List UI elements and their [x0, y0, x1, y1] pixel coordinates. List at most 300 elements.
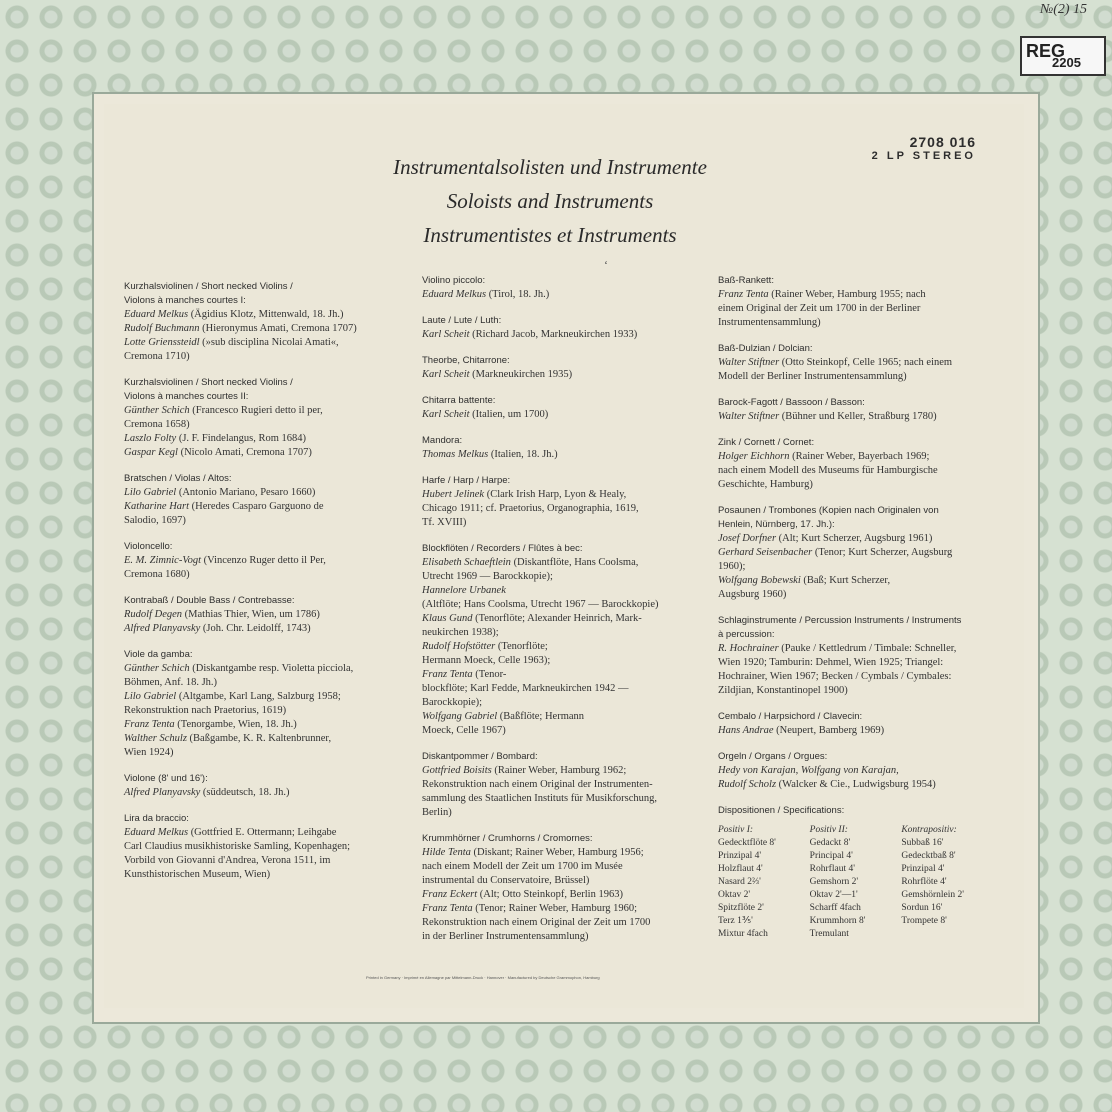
- credit-line: [422, 888, 697, 902]
- credit-section: [422, 832, 697, 944]
- credit-line: [422, 408, 697, 422]
- credit-line: [422, 448, 697, 462]
- credit-line: [718, 546, 993, 560]
- instrument-detail: Salodio, 1697): [124, 515, 186, 526]
- performer-name: Gaspar Kegl: [124, 447, 178, 458]
- credit-line: [124, 404, 394, 418]
- performer-name: Gottfried Boisits: [422, 765, 492, 776]
- performer-name: Franz Tenta: [422, 669, 473, 680]
- credit-line: [422, 764, 697, 778]
- instrument-detail: Wien 1920; Tamburin: Dehmel, Wien 1925; Triangel:: [718, 657, 944, 668]
- credit-section: [124, 472, 394, 528]
- instrument-detail: Cremona 1710): [124, 351, 190, 362]
- catalog-block: [872, 134, 976, 162]
- credit-line: [422, 902, 697, 916]
- credit-section: [422, 750, 697, 820]
- instrument-detail: nach einem Modell des Museums für Hamburgische: [718, 465, 938, 476]
- instrument-detail: Augsburg 1960): [718, 589, 787, 600]
- credit-line: [422, 368, 697, 382]
- section-heading: Harfe / Harp / Harpe:: [422, 475, 511, 486]
- section-heading: Violons à manches courtes II:: [124, 391, 249, 402]
- credit-section: [124, 648, 394, 760]
- credit-line: [124, 622, 394, 636]
- performer-name: Rudolf Degen: [124, 609, 183, 620]
- disp-stop: Prinzipal 4': [901, 864, 945, 874]
- credit-line: [718, 656, 993, 670]
- instrument-detail: instrumental du Conservatoire, Brüssel): [422, 875, 590, 886]
- performer-name: Wolfgang Bobewski: [718, 575, 801, 586]
- section-heading: à percussion:: [718, 629, 775, 640]
- performer-name: Hans Andrae: [718, 725, 774, 736]
- credit-line: [422, 846, 697, 860]
- instrument-detail: nach einem Modell der Zeit um 1700 im Musée: [422, 861, 623, 872]
- credit-line: [718, 464, 993, 478]
- performer-name: Lilo Gabriel: [124, 487, 177, 498]
- instrument-detail: (Clark Irish Harp, Lyon & Healy,: [484, 489, 627, 500]
- credit-line: [422, 778, 697, 792]
- credit-line: [422, 874, 697, 888]
- instrument-detail: (Joh. Chr. Leidolff, 1743): [200, 623, 311, 634]
- instrument-detail: (Rainer Weber, Hamburg 1955; nach: [768, 289, 926, 300]
- performer-name: E. M. Zimnic-Vogt: [124, 555, 201, 566]
- credit-line: [718, 478, 993, 492]
- credit-section: [124, 812, 394, 882]
- instrument-detail: Tf. XVIII): [422, 517, 467, 528]
- instrument-detail: (Altflöte; Hans Coolsma, Utrecht 1967 — Barockkopie): [422, 599, 659, 610]
- credit-line: [422, 724, 697, 738]
- footer-imprint: Printed in Germany · Imprimé en Allemagne par Mittelmann-Druck · Hannover · Manufactured by Deutsche Grammophon, Hamburg: [366, 975, 600, 980]
- instrument-detail: (Richard Jacob, Markneukirchen 1933): [469, 329, 638, 340]
- section-heading: Posaunen / Trombones (Kopien nach Originalen von: [718, 505, 939, 516]
- credit-line: [124, 308, 394, 322]
- disp-stop: Mixtur 4fach: [718, 929, 768, 939]
- credit-line: [718, 302, 993, 316]
- instrument-detail: (Markneukirchen 1935): [469, 369, 573, 380]
- credit-line: [422, 916, 697, 930]
- instrument-detail: (Bühner und Keller, Straßburg 1780): [779, 411, 937, 422]
- credit-section: [124, 540, 394, 582]
- performer-name: Laszlo Folty: [124, 433, 177, 444]
- instrument-detail: (Baßflöte; Hermann: [497, 711, 585, 722]
- performer-name: Rudolf Buchmann: [124, 323, 200, 334]
- instrument-detail: Cremona 1658): [124, 419, 190, 430]
- credit-section: [718, 342, 993, 384]
- title-en: Soloists and Instruments: [446, 189, 654, 213]
- section-heading: Kurzhalsviolinen / Short necked Violins /: [124, 281, 293, 292]
- instrument-detail: (Tenor-: [472, 669, 507, 680]
- section-heading: Theorbe, Chitarrone:: [422, 355, 510, 366]
- credit-line: [124, 826, 394, 840]
- catalog-format: 2 LP STEREO: [871, 150, 976, 162]
- instrument-detail: (süddeutsch, 18. Jh.): [200, 787, 290, 798]
- instrument-detail: (Ägidius Klotz, Mittenwald, 18. Jh.): [188, 309, 344, 320]
- instrument-detail: Barockkopie);: [422, 697, 483, 708]
- disp-stop: Principal 4': [809, 851, 853, 861]
- performer-name: Eduard Melkus: [124, 827, 189, 838]
- performer-name: Alfred Planyavsky: [124, 787, 201, 798]
- credit-line: [422, 668, 697, 682]
- credit-line: [422, 502, 697, 516]
- performer-name: Franz Tenta: [124, 719, 175, 730]
- credit-line: [124, 690, 394, 704]
- instrument-detail: (Mathias Thier, Wien, um 1786): [182, 609, 320, 620]
- instrument-detail: (Gottfried E. Ottermann; Leihgabe: [188, 827, 337, 838]
- section-heading: Kontrabaß / Double Bass / Contrebasse:: [124, 595, 295, 606]
- disp-stop: Tremulant: [809, 929, 849, 939]
- section-heading: Baß-Dulzian / Dolcian:: [718, 343, 813, 354]
- credit-line: [124, 676, 394, 690]
- disp-stop: Subbaß 16': [901, 838, 944, 848]
- instrument-detail: 1960);: [718, 561, 746, 572]
- instrument-detail: in der Berliner Instrumentensammlung): [422, 931, 589, 942]
- credit-section: [124, 772, 394, 800]
- credit-line: [422, 570, 697, 584]
- credit-line: [718, 574, 993, 588]
- credit-section: [718, 274, 993, 330]
- section-heading: Violons à manches courtes I:: [124, 295, 246, 306]
- instrument-detail: (Tenorflöte;: [495, 641, 548, 652]
- instrument-detail: Berlin): [422, 807, 452, 818]
- credit-line: [718, 370, 993, 384]
- instrument-detail: Böhmen, Anf. 18. Jh.): [124, 677, 218, 688]
- instrument-detail: Modell der Berliner Instrumentensammlung): [718, 371, 907, 382]
- credit-line: [718, 356, 993, 370]
- section-heading: Henlein, Nürnberg, 17. Jh.):: [718, 519, 835, 530]
- performer-name: Franz Tenta: [718, 289, 769, 300]
- performer-name: Rudolf Hofstötter: [422, 641, 496, 652]
- instrument-detail: (Walcker & Cie., Ludwigsburg 1954): [776, 779, 936, 790]
- disp-stop: Gemshorn 2': [809, 877, 859, 887]
- credit-section: [422, 314, 697, 342]
- instrument-detail: (Altgambe, Karl Lang, Salzburg 1958;: [176, 691, 341, 702]
- instrument-detail: (Tenorflöte; Alexander Heinrich, Mark-: [472, 613, 642, 624]
- disp-stop: Prinzipal 4': [718, 851, 762, 861]
- credit-section: [124, 376, 394, 460]
- section-heading: Diskantpommer / Bombard:: [422, 751, 538, 762]
- section-heading: Violino piccolo:: [422, 275, 486, 286]
- column-3: [718, 274, 993, 941]
- credit-line: [718, 450, 993, 464]
- disp-column-title: Positiv II:: [809, 825, 848, 835]
- credit-line: [422, 626, 697, 640]
- disp-stop: Gedecktflöte 8': [718, 838, 776, 848]
- section-heading: Laute / Lute / Luth:: [422, 315, 502, 326]
- performer-name: Hannelore Urbanek: [422, 585, 506, 596]
- credit-line: [124, 336, 394, 350]
- performer-name: Hilde Tenta: [422, 847, 471, 858]
- instrument-detail: blockflöte; Karl Fedde, Markneukirchen 1942 —: [422, 683, 629, 694]
- performer-name: Günther Schich: [124, 663, 190, 674]
- section-heading: Viole da gamba:: [124, 649, 193, 660]
- reg-sticker: [1020, 36, 1106, 76]
- performer-name: Lilo Gabriel: [124, 691, 177, 702]
- credit-line: [124, 840, 394, 854]
- credit-line: [718, 764, 993, 778]
- performer-name: Franz Eckert: [422, 889, 478, 900]
- reg-label: REG: [1026, 41, 1066, 61]
- credit-line: [422, 640, 697, 654]
- credit-line: [124, 786, 394, 800]
- credit-section: [422, 474, 697, 530]
- credit-line: [124, 568, 394, 582]
- instrument-detail: Chicago 1911; cf. Praetorius, Organographia, 1619,: [422, 503, 639, 514]
- performer-name: Elisabeth Schaeftlein: [422, 557, 511, 568]
- section-heading: Blockflöten / Recorders / Flûtes à bec:: [422, 543, 583, 554]
- instrument-detail: (Rainer Weber, Bayerbach 1969;: [789, 451, 930, 462]
- section-heading: Orgeln / Organs / Orgues:: [718, 751, 828, 762]
- credit-line: [422, 806, 697, 820]
- instrument-detail: (Alt; Otto Steinkopf, Berlin 1963): [477, 889, 623, 900]
- instrument-detail: (Italien, um 1700): [469, 409, 549, 420]
- credit-line: [718, 670, 993, 684]
- instrument-detail: (Francesco Rugieri detto il per,: [189, 405, 323, 416]
- instrument-detail: Zildjian, Konstantinopel 1900): [718, 685, 848, 696]
- disp-stop: Sordun 16': [901, 903, 943, 913]
- credit-line: [422, 556, 697, 570]
- credit-section: [718, 710, 993, 738]
- disp-stop: Terz 1⅗': [718, 916, 753, 926]
- credit-line: [422, 792, 697, 806]
- reg-number: 2205: [1052, 55, 1081, 70]
- instrument-detail: (Antonio Mariano, Pesaro 1660): [176, 487, 316, 498]
- credit-line: [124, 732, 394, 746]
- credit-line: [124, 500, 394, 514]
- credit-line: [124, 322, 394, 336]
- instrument-detail: Kunsthistorischen Museum, Wien): [124, 869, 271, 880]
- instrument-detail: Cremona 1680): [124, 569, 190, 580]
- section-heading: Zink / Cornett / Cornet:: [718, 437, 815, 448]
- credit-line: [124, 486, 394, 500]
- credit-line: [718, 316, 993, 330]
- disp-stop: Holzflaut 4': [718, 864, 763, 874]
- performer-name: Gerhard Seisenbacher: [718, 547, 813, 558]
- disp-stop: Trompete 8': [901, 916, 947, 926]
- instrument-detail: neukirchen 1938);: [422, 627, 499, 638]
- section-heading: Bratschen / Violas / Altos:: [124, 473, 232, 484]
- performer-name: Walter Stiftner: [718, 411, 780, 422]
- disp-stop: Krummhorn 8': [809, 916, 866, 926]
- column-3-sections: [718, 274, 993, 792]
- disp-column-title: Positiv I:: [718, 825, 754, 835]
- credit-section: [718, 504, 993, 602]
- section-heading: Violoncello:: [124, 541, 173, 552]
- handwritten-note: №(2) 15: [1040, 2, 1088, 17]
- disp-column-title: Kontrapositiv:: [901, 825, 957, 835]
- instrument-detail: (Diskantgambe resp. Violetta picciola,: [189, 663, 354, 674]
- performer-name: Lotte Grienssteidl: [124, 337, 200, 348]
- credit-line: [124, 446, 394, 460]
- instrument-detail: Instrumentensammlung): [718, 317, 821, 328]
- disp-stop: Rohrflöte 4': [901, 877, 947, 887]
- section-heading: Kurzhalsviolinen / Short necked Violins /: [124, 377, 293, 388]
- instrument-detail: (Italien, 18. Jh.): [488, 449, 558, 460]
- performer-name: Alfred Planyavsky: [124, 623, 201, 634]
- credit-section: [124, 594, 394, 636]
- instrument-detail: (Vincenzo Ruger detto il Per,: [201, 555, 326, 566]
- credit-section: [718, 396, 993, 424]
- disp-col-positiv-1: [718, 824, 810, 941]
- performer-name: Wolfgang Gabriel: [422, 711, 498, 722]
- instrument-detail: (Tirol, 18. Jh.): [486, 289, 550, 300]
- section-heading: Schlaginstrumente / Percussion Instruments / Instruments: [718, 615, 962, 626]
- credit-line: [422, 860, 697, 874]
- credit-line: [124, 418, 394, 432]
- instrument-detail: (Neupert, Bamberg 1969): [773, 725, 885, 736]
- credit-line: [718, 724, 993, 738]
- credit-line: [124, 554, 394, 568]
- dispositions-title: Dispositionen / Specifications:: [718, 805, 845, 816]
- stray-mark: ʻ: [604, 258, 608, 272]
- section-heading: Mandora:: [422, 435, 463, 446]
- credit-line: [124, 718, 394, 732]
- performer-name: Rudolf Scholz: [718, 779, 777, 790]
- credit-line: [124, 608, 394, 622]
- credit-line: [124, 704, 394, 718]
- credit-line: [124, 854, 394, 868]
- dispositions-table: [718, 824, 993, 941]
- instrument-detail: Wien 1924): [124, 747, 174, 758]
- credit-line: [718, 778, 993, 792]
- credit-line: [124, 350, 394, 364]
- section-heading: Barock-Fagott / Bassoon / Basson:: [718, 397, 865, 408]
- credit-line: [124, 432, 394, 446]
- credit-section: [422, 542, 697, 738]
- section-heading: Baß-Rankett:: [718, 275, 774, 286]
- credit-line: [422, 682, 697, 696]
- performer-name: Klaus Gund: [422, 613, 473, 624]
- credit-line: [422, 930, 697, 944]
- instrument-detail: Geschichte, Hamburg): [718, 479, 813, 490]
- instrument-detail: (Tenor; Kurt Scherzer, Augsburg: [812, 547, 953, 558]
- credit-line: [718, 532, 993, 546]
- credit-line: [422, 710, 697, 724]
- credit-line: [422, 598, 697, 612]
- credit-line: [422, 516, 697, 530]
- credit-section: [124, 280, 394, 364]
- performer-name: Karl Scheit: [422, 409, 470, 420]
- credit-line: [422, 328, 697, 342]
- performer-name: Eduard Melkus: [124, 309, 189, 320]
- instrument-detail: Moeck, Celle 1967): [422, 725, 506, 736]
- instrument-detail: (J. F. Findelangus, Rom 1684): [176, 433, 307, 444]
- credit-line: [422, 612, 697, 626]
- credit-line: [718, 560, 993, 574]
- performer-name: Walter Stiftner: [718, 357, 780, 368]
- disp-stop: Oktav 2'—1': [809, 890, 858, 900]
- title-fr: Instrumentistes et Instruments: [423, 223, 677, 247]
- credit-line: [422, 696, 697, 710]
- instrument-detail: Utrecht 1969 — Barockkopie);: [422, 571, 553, 582]
- performer-name: Josef Dorfner: [718, 533, 777, 544]
- instrument-detail: (Diskant; Rainer Weber, Hamburg 1956;: [470, 847, 644, 858]
- disp-stop: Nasard 2⅔': [718, 877, 761, 887]
- credit-section: [422, 354, 697, 382]
- instrument-detail: einem Original der Zeit um 1700 in der Berliner: [718, 303, 921, 314]
- credit-line: [718, 410, 993, 424]
- disp-stop: Gedecktbaß 8': [901, 851, 956, 861]
- credit-line: [718, 684, 993, 698]
- instrument-detail: (Alt; Kurt Scherzer, Augsburg 1961): [776, 533, 933, 544]
- section-heading: Cembalo / Harpsichord / Clavecin:: [718, 711, 863, 722]
- credit-section: [718, 436, 993, 492]
- instrument-detail: (Heredes Casparo Garguono de: [189, 501, 324, 512]
- instrument-detail: (Otto Steinkopf, Celle 1965; nach einem: [779, 357, 953, 368]
- disp-stop: Scharff 4fach: [809, 903, 861, 913]
- credit-line: [124, 746, 394, 760]
- disp-col-positiv-2: [810, 824, 902, 941]
- credit-line: [422, 488, 697, 502]
- disp-stop: Oktav 2': [718, 890, 751, 900]
- instrument-detail: (Rainer Weber, Hamburg 1962;: [491, 765, 627, 776]
- performer-name: Franz Tenta: [422, 903, 473, 914]
- instrument-detail: Hochrainer, Wien 1967; Becken / Cymbals / Cymbales:: [718, 671, 952, 682]
- performer-name: Walther Schulz: [124, 733, 187, 744]
- instrument-detail: Vorbild von Giovanni d'Andrea, Verona 1511, im: [124, 855, 331, 866]
- credit-line: [124, 514, 394, 528]
- section-heading: Violone (8' und 16'):: [124, 773, 208, 784]
- performer-name: Karl Scheit: [422, 329, 470, 340]
- performer-name: Hubert Jelinek: [422, 489, 485, 500]
- instrument-detail: Carl Claudius musikhistoriske Samling, Kopenhagen;: [124, 841, 351, 852]
- title-de: Instrumentalsolisten und Instrumente: [393, 155, 707, 179]
- title-block: [340, 150, 760, 252]
- catalog-number: 2708 016: [909, 134, 976, 150]
- credit-line: [718, 642, 993, 656]
- credit-section: [422, 434, 697, 462]
- instrument-detail: (»sub disciplina Nicolai Amati«,: [199, 337, 339, 348]
- disp-stop: Rohrflaut 4': [809, 864, 855, 874]
- column-1: [124, 280, 394, 894]
- instrument-detail: (Baß; Kurt Scherzer,: [800, 575, 891, 586]
- instrument-detail: Rekonstruktion nach einem Original der Zeit um 1700: [422, 917, 651, 928]
- credit-section: [422, 394, 697, 422]
- instrument-detail: sammlung des Staatlichen Instituts für Musikforschung,: [422, 793, 658, 804]
- instrument-detail: Rekonstruktion nach Praetorius, 1619): [124, 705, 287, 716]
- section-heading: Lira da braccio:: [124, 813, 189, 824]
- section-heading: Krummhörner / Crumhorns / Cromornes:: [422, 833, 593, 844]
- performer-name: Hedy von Karajan, Wolfgang von Karajan,: [718, 765, 899, 776]
- instrument-detail: Hermann Moeck, Celle 1963);: [422, 655, 551, 666]
- instrument-detail: (Pauke / Kettledrum / Timbale: Schneller,: [778, 643, 957, 654]
- instrument-detail: (Tenorgambe, Wien, 18. Jh.): [174, 719, 297, 730]
- disp-stop: Gedackt 8': [809, 838, 851, 848]
- credit-line: [124, 868, 394, 882]
- instrument-detail: (Nicolo Amati, Cremona 1707): [177, 447, 312, 458]
- credit-line: [718, 288, 993, 302]
- instrument-detail: (Tenor; Rainer Weber, Hamburg 1960;: [472, 903, 638, 914]
- credit-section: [718, 614, 993, 698]
- disp-stop: Gemshörnlein 2': [901, 890, 965, 900]
- performer-name: Holger Eichhorn: [718, 451, 790, 462]
- credit-section: [718, 750, 993, 792]
- performer-name: Katharine Hart: [124, 501, 190, 512]
- disp-col-kontrapositiv: [901, 824, 993, 941]
- credit-line: [124, 662, 394, 676]
- credit-section: [422, 274, 697, 302]
- instrument-detail: (Baßgambe, K. R. Kaltenbrunner,: [186, 733, 332, 744]
- instrument-detail: (Hieronymus Amati, Cremona 1707): [199, 323, 357, 334]
- credit-line: [422, 584, 697, 598]
- performer-name: Karl Scheit: [422, 369, 470, 380]
- section-heading: Chitarra battente:: [422, 395, 496, 406]
- instrument-detail: Rekonstruktion nach einem Original der Instrumenten-: [422, 779, 653, 790]
- performer-name: Thomas Melkus: [422, 449, 489, 460]
- performer-name: Günther Schich: [124, 405, 190, 416]
- credit-line: [422, 288, 697, 302]
- performer-name: R. Hochrainer: [718, 643, 779, 654]
- credit-line: [718, 588, 993, 602]
- disp-stop: Spitzflöte 2': [718, 903, 764, 913]
